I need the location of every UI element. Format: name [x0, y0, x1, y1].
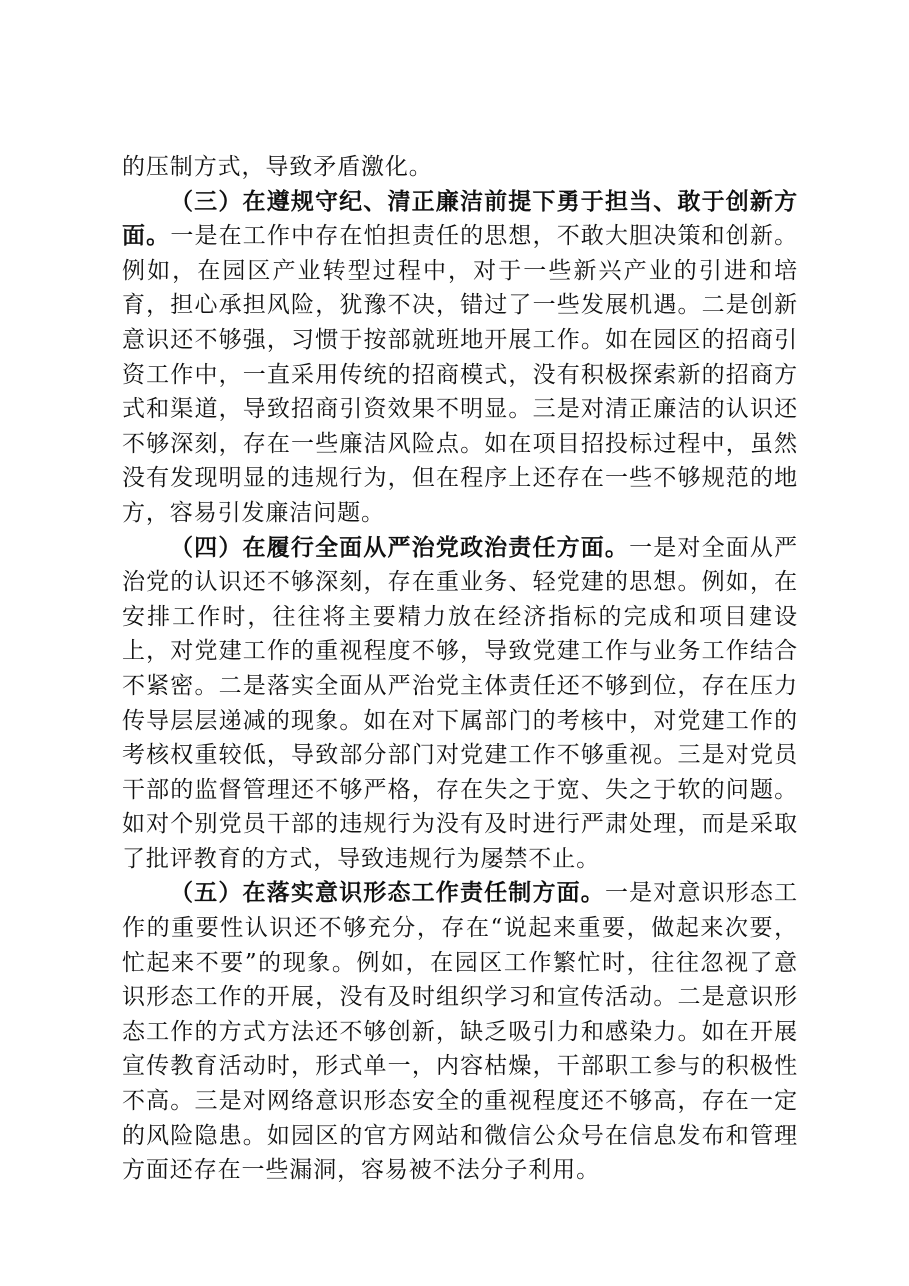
- paragraph-section-4: [122, 531, 798, 877]
- paragraph-section-3: [122, 185, 798, 531]
- section-text-4: 一是对全面从严治党的认识还不够深刻，存在重业务、轻党建的思想。例如，在安排工作时，往往将主要精力放在经济指标的完成和项目建设上，对党建工作的重视程度不够，导致党建工作与业务工作结合不紧密。二是落实全面从严治党主体责任还不够到位，存在压力传导层层递减的现象。如在对下属部门的考核中，对党建工作的考核权重较低，导致部分部门对党建工作不够重视。三是对党员干部的监督管理还不够严格，存在失之于宽、失之于软的问题。如对个别党员干部的违规行为没有及时进行严肃处理，而是采取了批评教育的方式，导致违规行为屡禁不止。: [122, 534, 798, 872]
- paragraph-text: 的压制方式，导致矛盾激化。: [122, 154, 433, 180]
- section-heading-5: （五）在落实意识形态工作责任制方面。: [170, 879, 605, 907]
- section-text-3: 一是在工作中存在怕担责任的思想，不敢大胆决策和创新。例如，在园区产业转型过程中，对于一些新兴产业的引进和培育，担心承担风险，犹豫不决，错过了一些发展机遇。二是创新意识还不够强，习惯于按部就班地开展工作。如在园区的招商引资工作中，一直采用传统的招商模式，没有积极探索新的招商方式和渠道，导致招商引资效果不明显。三是对清正廉洁的认识还不够深刻，存在一些廉洁风险点。如在项目招投标过程中，虽然没有发现明显的违规行为，但在程序上还存在一些不够规范的地方，容易引发廉洁问题。: [122, 223, 798, 526]
- paragraph-section-5: [122, 876, 798, 1187]
- section-heading-4: （四）在履行全面从严治党政治责任方面。: [170, 533, 630, 561]
- section-text-5: 一是对意识形态工作的重要性认识还不够充分，存在“说起来重要，做起来次要，忙起来不要”的现象。例如，在园区工作繁忙时，往往忽视了意识形态工作的开展，没有及时组织学习和宣传活动。二是意识形态工作的方式方法还不够创新，缺乏吸引力和感染力。如在开展宣传教育活动时，形式单一，内容枯燥，干部职工参与的积极性不高。三是对网络意识形态安全的重视程度还不够高，存在一定的风险隐患。如园区的官方网站和微信公众号在信息发布和管理方面还存在一些漏洞，容易被不法分子利用。: [122, 880, 798, 1184]
- paragraph-continuation: [122, 150, 798, 185]
- document-body: [122, 150, 798, 1188]
- section-heading-3: （三）在遵规守纪、清正廉洁前提下勇于担当、敢于创新方面。: [122, 187, 798, 250]
